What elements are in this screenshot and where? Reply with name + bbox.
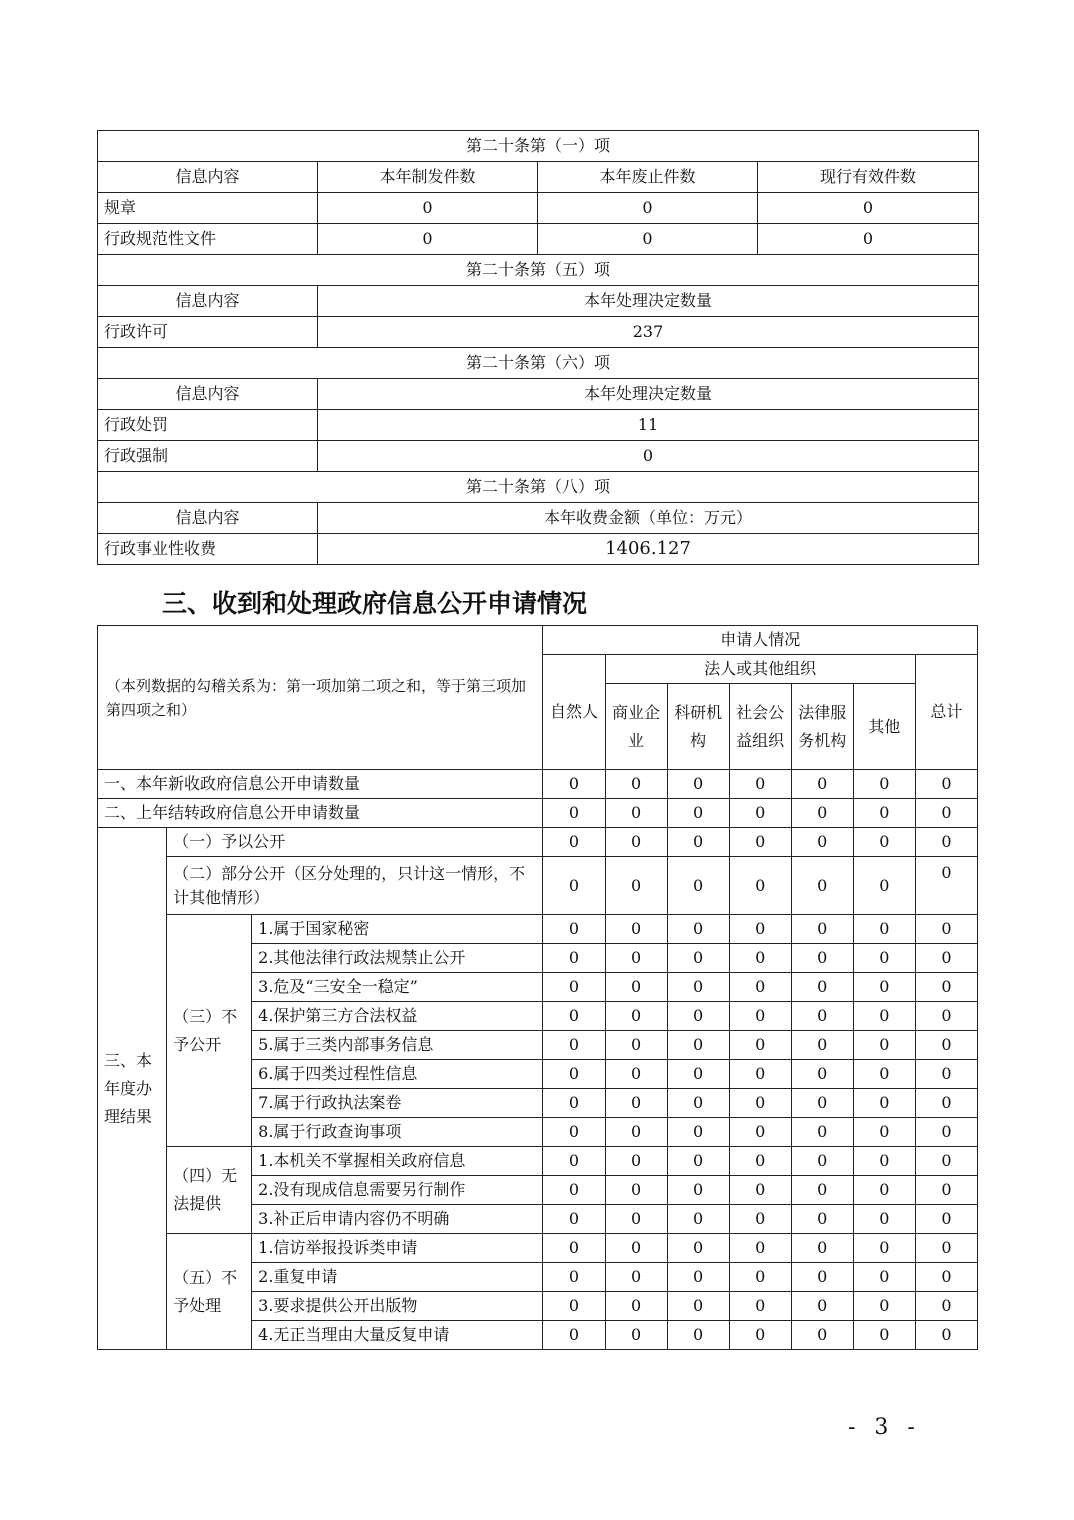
row-label: 4.保护第三方合法权益: [252, 1002, 543, 1031]
cell-value: 0: [791, 1321, 853, 1350]
col-business: 商业企业: [605, 684, 667, 770]
cell-value: 0: [791, 1147, 853, 1176]
cell-value: 0: [791, 828, 853, 857]
cell-value: 0: [791, 857, 853, 915]
cell-value: 0: [915, 1321, 977, 1350]
cell-value: 0: [543, 1031, 605, 1060]
cell-value: 0: [667, 1031, 729, 1060]
cell-value: 0: [791, 1089, 853, 1118]
row-label: 3.要求提供公开出版物: [252, 1292, 543, 1321]
cell-value: 0: [605, 1147, 667, 1176]
cell-value: 0: [791, 1176, 853, 1205]
cell-value: 0: [729, 857, 791, 915]
cell-value: 1406.127: [318, 534, 979, 565]
cell-value: 0: [729, 1031, 791, 1060]
cell-value: 0: [543, 857, 605, 915]
cell-value: 0: [915, 1234, 977, 1263]
cell-value: 0: [729, 1205, 791, 1234]
cell-value: 0: [791, 1292, 853, 1321]
cell-value: 0: [853, 1263, 915, 1292]
row-label: 规章: [98, 193, 318, 224]
cell-value: 0: [758, 224, 979, 255]
cell-value: 0: [729, 915, 791, 944]
cell-value: 0: [667, 1234, 729, 1263]
cell-value: 0: [605, 1118, 667, 1147]
row-label: 2.重复申请: [252, 1263, 543, 1292]
cell-value: 0: [605, 828, 667, 857]
cell-value: 0: [791, 973, 853, 1002]
cell-value: 0: [791, 770, 853, 799]
cell-value: 0: [543, 1147, 605, 1176]
row-label: 2.其他法律行政法规禁止公开: [252, 944, 543, 973]
table-row: [98, 534, 979, 565]
cell-value: 0: [538, 193, 758, 224]
table-row: [98, 857, 978, 915]
cell-value: 0: [915, 1031, 977, 1060]
row-label: 行政处罚: [98, 410, 318, 441]
row-label: 行政规范性文件: [98, 224, 318, 255]
cell-value: 0: [605, 857, 667, 915]
cell-value: 0: [605, 1176, 667, 1205]
table-row: [98, 1234, 978, 1263]
section-title-art20-1: 第二十条第（一）项: [98, 131, 979, 162]
cell-value: 0: [915, 915, 977, 944]
cell-value: 0: [791, 1205, 853, 1234]
regulations-table: [97, 130, 979, 565]
cell-value: 0: [791, 1263, 853, 1292]
cell-value: 0: [729, 1060, 791, 1089]
row-label: 行政强制: [98, 441, 318, 472]
cell-value: 0: [729, 799, 791, 828]
col-header-fee-amount: 本年收费金额（单位：万元）: [318, 503, 979, 534]
cell-value: 0: [853, 857, 915, 915]
cell-value: 0: [791, 1002, 853, 1031]
cell-value: 0: [667, 828, 729, 857]
col-header-info: 信息内容: [98, 503, 318, 534]
cell-value: 0: [543, 1002, 605, 1031]
row-label: 二、上年结转政府信息公开申请数量: [98, 799, 543, 828]
cell-value: 0: [667, 944, 729, 973]
cell-value: 0: [318, 441, 979, 472]
col-header-decisions: 本年处理决定数量: [318, 379, 979, 410]
section-title-art20-8: 第二十条第（八）项: [98, 472, 979, 503]
cell-value: 0: [543, 915, 605, 944]
applications-table: [97, 625, 978, 1350]
table-row: [98, 224, 979, 255]
cell-value: 0: [543, 770, 605, 799]
row-label: （一）予以公开: [167, 828, 543, 857]
cell-value: 0: [853, 1089, 915, 1118]
cell-value: 0: [791, 799, 853, 828]
row-label: 3.危及“三安全一稳定”: [252, 973, 543, 1002]
row-label: 1.属于国家秘密: [252, 915, 543, 944]
cell-value: 0: [853, 1321, 915, 1350]
cell-value: 0: [853, 1031, 915, 1060]
cell-value: 0: [915, 1089, 977, 1118]
cell-value: 0: [543, 1205, 605, 1234]
row-label: 6.属于四类过程性信息: [252, 1060, 543, 1089]
cell-value: 0: [605, 1263, 667, 1292]
cell-value: 0: [543, 1176, 605, 1205]
cell-value: 0: [605, 973, 667, 1002]
table-row: [98, 770, 978, 799]
cell-value: 0: [605, 1321, 667, 1350]
subgroup-label-unavailable: （四）无法提供: [167, 1147, 252, 1234]
col-header-decisions: 本年处理决定数量: [318, 286, 979, 317]
cell-value: 0: [605, 1031, 667, 1060]
row-label: 2.没有现成信息需要另行制作: [252, 1176, 543, 1205]
table-row: [98, 410, 979, 441]
cell-value: 0: [543, 1234, 605, 1263]
cell-value: 0: [605, 770, 667, 799]
cell-value: 0: [729, 1118, 791, 1147]
subgroup-label-withheld: （三）不予公开: [167, 915, 252, 1147]
cell-value: 0: [667, 1205, 729, 1234]
cell-value: 0: [729, 1147, 791, 1176]
col-total: 总计: [915, 655, 977, 770]
cell-value: 0: [543, 1263, 605, 1292]
row-label: 3.补正后申请内容仍不明确: [252, 1205, 543, 1234]
cell-value: 0: [667, 857, 729, 915]
cell-value: 0: [667, 1263, 729, 1292]
cell-value: 0: [729, 828, 791, 857]
cell-value: 0: [791, 915, 853, 944]
legal-entity-header: 法人或其他组织: [605, 655, 915, 684]
col-header-issued: 本年制发件数: [318, 162, 538, 193]
cell-value: 0: [605, 1089, 667, 1118]
cell-value: 0: [915, 1060, 977, 1089]
cell-value: 0: [915, 1292, 977, 1321]
cell-value: 0: [667, 1147, 729, 1176]
page-number: - 3 -: [848, 1415, 921, 1440]
cell-value: 0: [667, 1002, 729, 1031]
cell-value: 0: [915, 1263, 977, 1292]
cell-value: 0: [915, 1176, 977, 1205]
cell-value: 0: [543, 1060, 605, 1089]
cell-value: 0: [605, 944, 667, 973]
table-row: [98, 915, 978, 944]
cell-value: 0: [791, 1234, 853, 1263]
cell-value: 0: [667, 1118, 729, 1147]
cell-value: 0: [605, 1205, 667, 1234]
cell-value: 0: [605, 1060, 667, 1089]
cell-value: 0: [667, 770, 729, 799]
col-legal-service: 法律服务机构: [791, 684, 853, 770]
cell-value: 0: [729, 1292, 791, 1321]
cell-value: 0: [853, 944, 915, 973]
cell-value: 0: [667, 1176, 729, 1205]
cell-value: 0: [667, 973, 729, 1002]
cell-value: 0: [543, 1118, 605, 1147]
cell-value: 0: [543, 944, 605, 973]
cell-value: 237: [318, 317, 979, 348]
cell-value: 0: [543, 799, 605, 828]
cell-value: 0: [915, 799, 977, 828]
group-label-results: 三、本年度办理结果: [98, 828, 167, 1350]
cell-value: 0: [853, 1176, 915, 1205]
cell-value: 0: [667, 1060, 729, 1089]
cell-value: 0: [605, 1002, 667, 1031]
cell-value: 0: [853, 915, 915, 944]
cell-value: 0: [667, 1292, 729, 1321]
col-header-info: 信息内容: [98, 286, 318, 317]
cell-value: 0: [915, 1147, 977, 1176]
cell-value: 0: [853, 799, 915, 828]
row-label: （二）部分公开（区分处理的，只计这一情形，不计其他情形）: [167, 857, 543, 915]
cell-value: 0: [543, 1089, 605, 1118]
row-label: 行政许可: [98, 317, 318, 348]
cell-value: 0: [853, 1002, 915, 1031]
cell-value: 0: [853, 1060, 915, 1089]
cell-value: 0: [729, 944, 791, 973]
cell-value: 0: [605, 915, 667, 944]
cell-value: 0: [791, 944, 853, 973]
col-header-info: 信息内容: [98, 162, 318, 193]
cell-value: 0: [729, 1176, 791, 1205]
col-social-welfare: 社会公益组织: [729, 684, 791, 770]
col-other: 其他: [853, 684, 915, 770]
cell-value: 0: [667, 915, 729, 944]
cell-value: 0: [543, 973, 605, 1002]
row-label: 1.本机关不掌握相关政府信息: [252, 1147, 543, 1176]
cell-value: 0: [667, 1089, 729, 1118]
cell-value: 0: [853, 1147, 915, 1176]
row-label: 行政事业性收费: [98, 534, 318, 565]
col-header-valid: 现行有效件数: [758, 162, 979, 193]
cell-value: 0: [667, 1321, 729, 1350]
cell-value: 0: [915, 973, 977, 1002]
cell-value: 0: [791, 1118, 853, 1147]
cell-value: 0: [791, 1031, 853, 1060]
cell-value: 0: [758, 193, 979, 224]
cell-value: 0: [729, 1263, 791, 1292]
cell-value: 0: [853, 1205, 915, 1234]
col-natural-person: 自然人: [543, 655, 605, 770]
row-label: 一、本年新收政府信息公开申请数量: [98, 770, 543, 799]
cell-value: 0: [667, 799, 729, 828]
row-label: 5.属于三类内部事务信息: [252, 1031, 543, 1060]
cell-value: 0: [915, 857, 977, 915]
section-title-art20-6: 第二十条第（六）项: [98, 348, 979, 379]
subgroup-label-not-processed: （五）不予处理: [167, 1234, 252, 1350]
table-row: [98, 441, 979, 472]
applicant-header: 申请人情况: [543, 626, 978, 655]
table-row: [98, 799, 978, 828]
cell-value: 0: [915, 828, 977, 857]
row-label: 4.无正当理由大量反复申请: [252, 1321, 543, 1350]
col-header-abolished: 本年废止件数: [538, 162, 758, 193]
row-label: 8.属于行政查询事项: [252, 1118, 543, 1147]
cell-value: 0: [915, 770, 977, 799]
section-heading: 三、收到和处理政府信息公开申请情况: [162, 589, 588, 618]
col-research: 科研机构: [667, 684, 729, 770]
cell-value: 0: [729, 1234, 791, 1263]
cell-value: 0: [318, 224, 538, 255]
cell-value: 0: [318, 193, 538, 224]
cell-value: 0: [853, 1234, 915, 1263]
cell-value: 0: [729, 1321, 791, 1350]
cell-value: 0: [543, 828, 605, 857]
cell-value: 0: [729, 1002, 791, 1031]
reconciliation-note: （本列数据的勾稽关系为：第一项加第二项之和，等于第三项加第四项之和）: [98, 626, 543, 770]
cell-value: 0: [791, 1060, 853, 1089]
cell-value: 0: [853, 1292, 915, 1321]
cell-value: 0: [915, 1002, 977, 1031]
row-label: 1.信访举报投诉类申请: [252, 1234, 543, 1263]
section-title-art20-5: 第二十条第（五）项: [98, 255, 979, 286]
cell-value: 0: [853, 973, 915, 1002]
cell-value: 0: [605, 799, 667, 828]
cell-value: 0: [915, 1205, 977, 1234]
cell-value: 0: [853, 1118, 915, 1147]
table-row: [98, 193, 979, 224]
table-row: [98, 1147, 978, 1176]
cell-value: 0: [729, 973, 791, 1002]
cell-value: 0: [729, 770, 791, 799]
table-row: [98, 317, 979, 348]
cell-value: 0: [915, 944, 977, 973]
col-header-info: 信息内容: [98, 379, 318, 410]
cell-value: 0: [543, 1321, 605, 1350]
cell-value: 0: [538, 224, 758, 255]
cell-value: 0: [915, 1118, 977, 1147]
cell-value: 0: [729, 1089, 791, 1118]
cell-value: 0: [853, 828, 915, 857]
row-label: 7.属于行政执法案卷: [252, 1089, 543, 1118]
cell-value: 0: [853, 770, 915, 799]
cell-value: 0: [543, 1292, 605, 1321]
cell-value: 11: [318, 410, 979, 441]
cell-value: 0: [605, 1292, 667, 1321]
table-row: [98, 828, 978, 857]
cell-value: 0: [605, 1234, 667, 1263]
